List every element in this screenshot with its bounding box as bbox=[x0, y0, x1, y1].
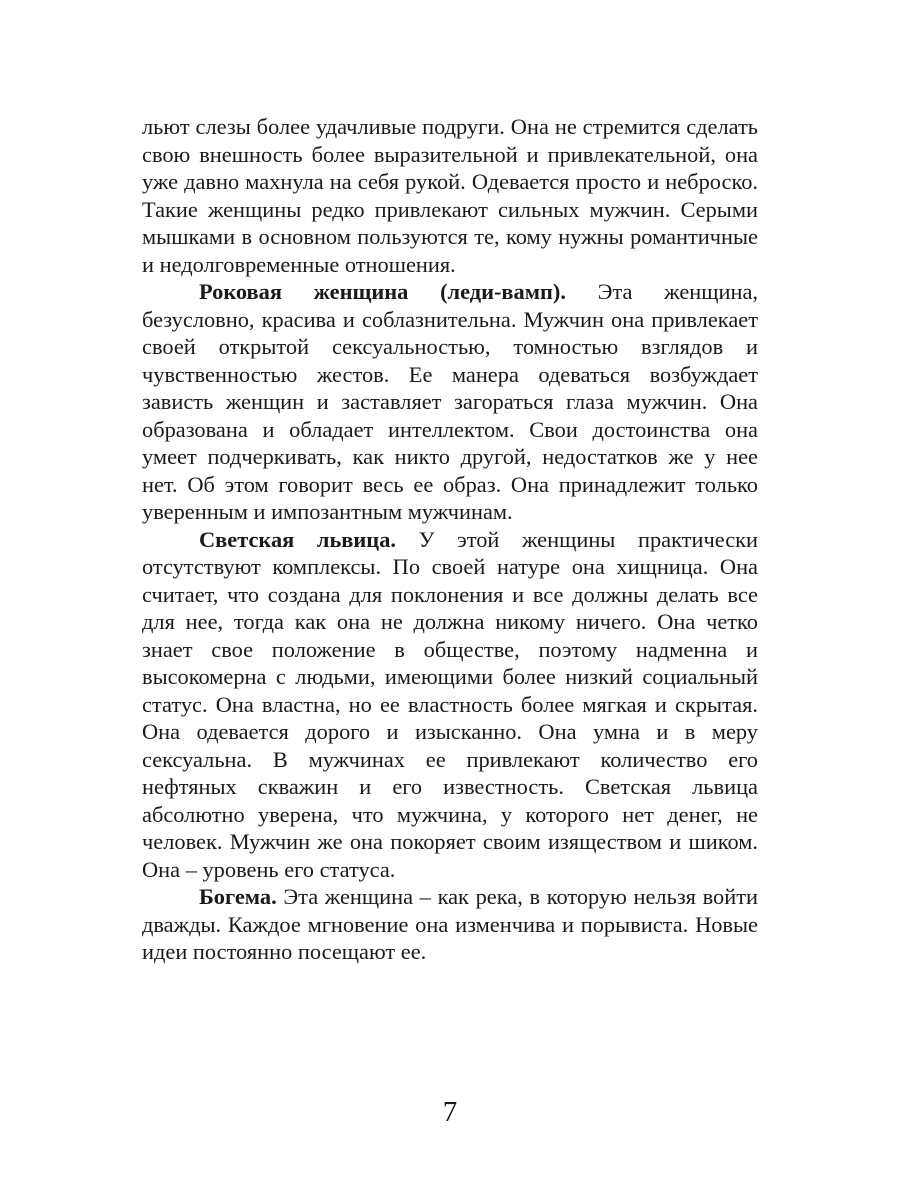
paragraph-femme-fatale bbox=[142, 278, 758, 526]
paragraph-continuation bbox=[142, 113, 758, 278]
paragraph-heading: Светская львица. bbox=[199, 526, 396, 552]
page-number: 7 bbox=[442, 1096, 458, 1128]
paragraph-heading: Роковая женщина (леди-вамп). bbox=[199, 279, 566, 304]
paragraph-text: Эта женщина, безусловно, красива и соблазнительна. Мужчин она привлекает своей открытой сексуальностью, томностью взглядов и чувственностью жестов. Ее манера одеваться возбуждает зависть женщин и заставляет загораться глаза мужчин. Она образована и обладает интеллектом. Свои достоинства она умеет подчеркивать, как никто другой, недостатков же у нее нет. Об этом говорит весь ее образ. Она принадлежит только уверенным и импозантным мужчинам. bbox=[142, 279, 759, 524]
paragraph-text: Эта женщина – как река, в которую нельзя войти дважды. Каждое мгновение она изменчива и порывиста. Новые идеи постоянно посещают ее. bbox=[142, 884, 758, 964]
paragraph-bohemian bbox=[142, 883, 758, 966]
paragraph-heading: Богема. bbox=[199, 884, 277, 909]
paragraph-text: У этой женщины практически отсутствуют комплексы. По своей натуре она хищница. Она считает, что создана для поклонения и все должны делать все для нее, тогда как она не должна никому ничего. Она четко знает свое положение в обществе, поэтому надменна и высокомерна с людьми, имеющими более низкий социальный статус. Она властна, но ее властность более мягкая и скрытая. Она одевается дорого и изысканно. Она умна и в меру сексуальна. В мужчинах ее привлекают количество его нефтяных скважин и его известность. Светская львица абсолютно уверена, что мужчина, у которого нет денег, не человек. Мужчин же она покоряет своим изяществом и шиком. Она – уровень его статуса. bbox=[142, 526, 759, 882]
paragraph-socialite bbox=[142, 526, 758, 884]
page-body bbox=[142, 113, 758, 966]
paragraph-text: льют слезы более удачливые подруги. Она не стремится сделать свою внешность более выразительной и привлекательной, она уже давно махнула на себя рукой. Одевается просто и неброско. Такие женщины редко привлекают сильных мужчин. Серыми мышками в основном пользуются те, кому нужны романтичные и недолговременные отношения. bbox=[142, 114, 758, 277]
